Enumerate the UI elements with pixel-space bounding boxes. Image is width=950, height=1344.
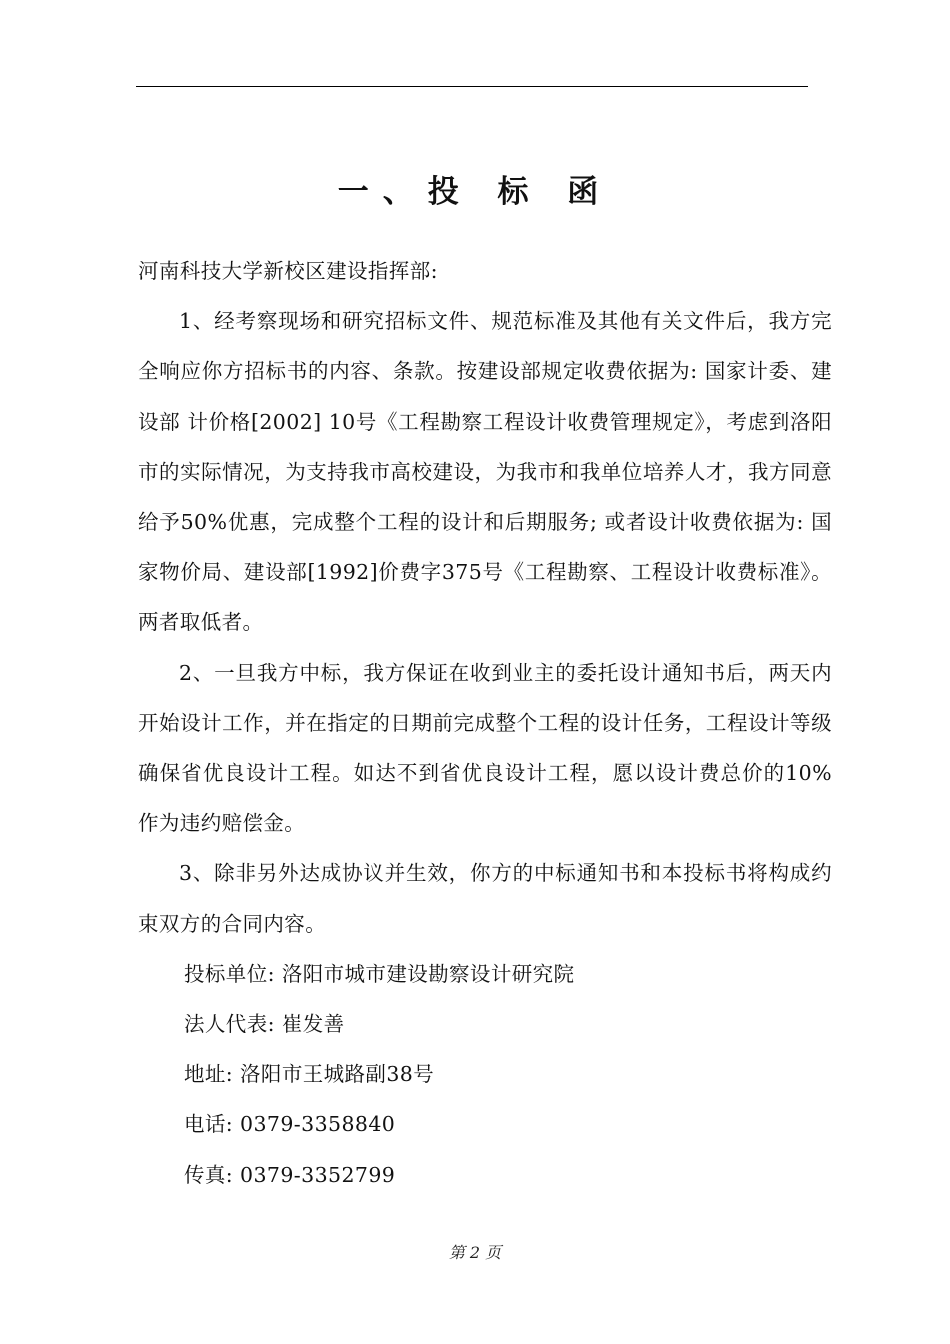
bidder-unit: 投标单位: 洛阳市城市建设勘察设计研究院 [184,961,575,986]
page-number: 第 2 页 [448,1243,502,1262]
letter-body [138,246,832,1200]
paragraph-1: 1、经考察现场和研究招标文件、规范标准及其他有关文件后，我方完全响应你方招标书的内容、条款。按建设部规定收费依据为: 国家计委、建设部 计价格[2002] 10号《工程勘察工程设计收费管理规定》，考虑到洛阳市的实际情况，为支持我市高校建设，为我市和我单位培养人才，我方同意给予50%优惠，完成整个工程的设计和后期服务; 或者设计收费依据为: 国家物价局、建设部[1992]价费字375号《工程勘察、工程设计收费标准》。两者取低者。 [138,309,832,635]
fax: 传真: 0379-3352799 [184,1162,396,1187]
legal-representative: 法人代表: 崔发善 [184,1012,345,1037]
phone: 电话: 0379-3358840 [184,1112,396,1137]
paragraph-2: 2、一旦我方中标，我方保证在收到业主的委托设计通知书后，两天内开始设计工作，并在指定的日期前完成整个工程的设计任务，工程设计等级确保省优良设计工程。如达不到省优良设计工程，愿以设计费总价的10%作为违约赔偿金。 [138,660,832,836]
paragraph-3: 3、除非另外达成协议并生效，你方的中标通知书和本投标书将构成约束双方的合同内容。 [138,861,832,936]
page-title: 一、投 标 函 [337,174,613,210]
address: 地址: 洛阳市王城路副38号 [184,1062,435,1087]
header-rule [136,86,808,87]
salutation: 河南科技大学新校区建设指挥部: [138,259,438,283]
